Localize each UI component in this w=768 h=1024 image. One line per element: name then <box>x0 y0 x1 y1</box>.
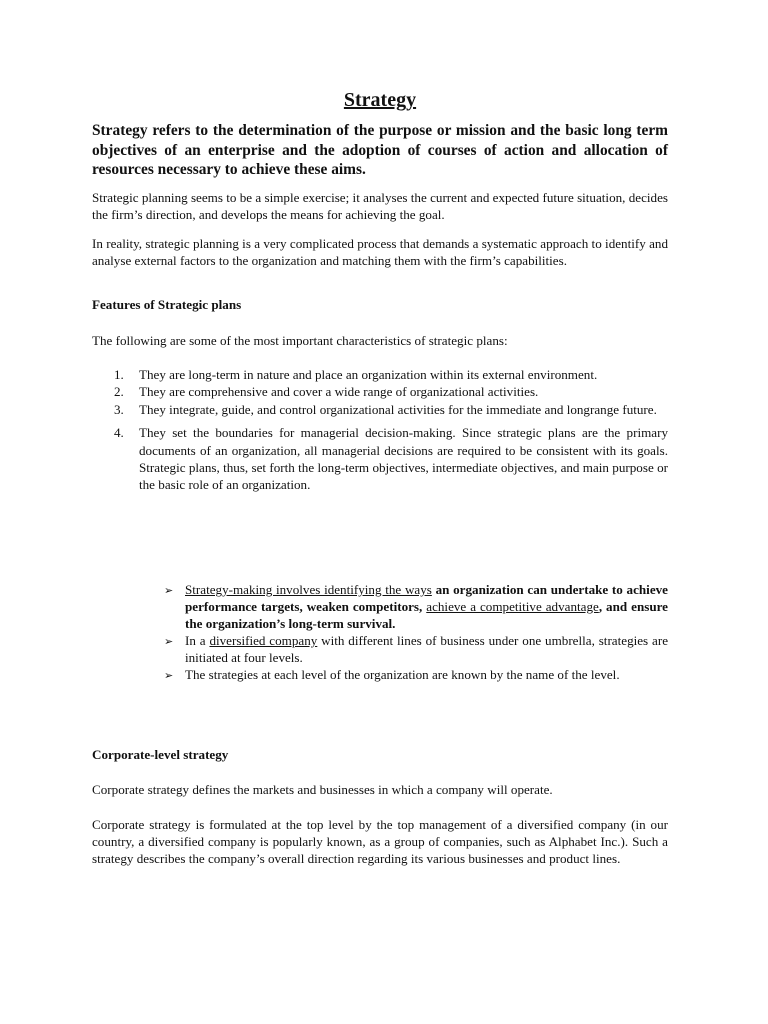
list-item <box>164 581 668 632</box>
list-item <box>164 666 668 683</box>
page-title: Strategy <box>343 89 417 111</box>
list-item <box>92 401 668 418</box>
bullet-text: In a <box>185 633 210 648</box>
corporate-paragraph-2: Corporate strategy is formulated at the top level by the top management of a diversified company (in our country, a diversified company is popularly known, as a group of companies, such as Alphabet Inc.). Such a strategy describes the company’s overall direction regarding its various businesses and product lines. <box>92 817 668 866</box>
competitive-advantage-link[interactable]: achieve a competitive advantage <box>426 599 599 614</box>
diversified-company-link[interactable]: diversified company <box>209 633 318 648</box>
arrow-bullet-icon: ➢ <box>164 669 174 682</box>
bullet-bold-text: an organization can undertake to achieve performance targets, weaken competitors, <box>185 582 668 614</box>
definition-paragraph: Strategy refers to the determination of the purpose or mission and the basic long term objectives of an enterprise and the adoption of courses of action and allocation of resources necessary to achieve these aims. <box>92 122 668 178</box>
list-number: 1. <box>114 367 124 382</box>
list-item-text: They set the boundaries for managerial decision-making. Since strategic plans are the primary documents of an organization, all managerial decisions are required to be consistent with its goals. Strategic plans, thus, set forth the long-term objectives, intermediate objectives, and main purpose or the basic role of an organization. <box>139 425 668 493</box>
corporate-paragraph-1: Corporate strategy defines the markets and businesses in which a company will operate. <box>92 782 553 797</box>
bullet-text: The strategies at each level of the organization are known by the name of the level. <box>185 667 620 682</box>
list-item-text: They integrate, guide, and control organizational activities for the immediate and longrange future. <box>139 401 657 417</box>
bullet-text: with different lines of business under one umbrella, strategies are initiated at four levels. <box>185 633 669 665</box>
strategy-making-link[interactable]: Strategy-making involves identifying the ways <box>185 582 432 597</box>
features-list <box>92 366 668 494</box>
list-item <box>92 366 668 383</box>
list-item-text: They are comprehensive and cover a wide range of organizational activities. <box>139 384 539 400</box>
list-number: 4. <box>114 425 124 441</box>
bullet-bold-text: , and ensure the organization’s long-term survival. <box>185 599 668 631</box>
list-item <box>164 632 668 666</box>
levels-bullet-list <box>164 581 668 683</box>
list-number: 2. <box>114 384 124 400</box>
features-intro: The following are some of the most important characteristics of strategic plans: <box>92 333 508 348</box>
corporate-heading: Corporate-level strategy <box>92 747 229 762</box>
list-number: 3. <box>114 401 124 417</box>
arrow-bullet-icon: ➢ <box>164 635 174 648</box>
list-item <box>92 383 668 400</box>
intro-paragraph-1: Strategic planning seems to be a simple exercise; it analyses the current and expected future situation, decides the firm’s direction, and develops the means for achieving the goal. <box>92 190 668 222</box>
features-heading: Features of Strategic plans <box>92 297 242 312</box>
intro-paragraph-2: In reality, strategic planning is a very complicated process that demands a systematic approach to identify and analyse external factors to the organization and matching them with the firm’s capabilities. <box>92 236 668 268</box>
list-item-text: They are long-term in nature and place an organization within its external environment. <box>139 367 598 382</box>
list-item <box>92 424 668 494</box>
arrow-bullet-icon: ➢ <box>164 584 174 597</box>
